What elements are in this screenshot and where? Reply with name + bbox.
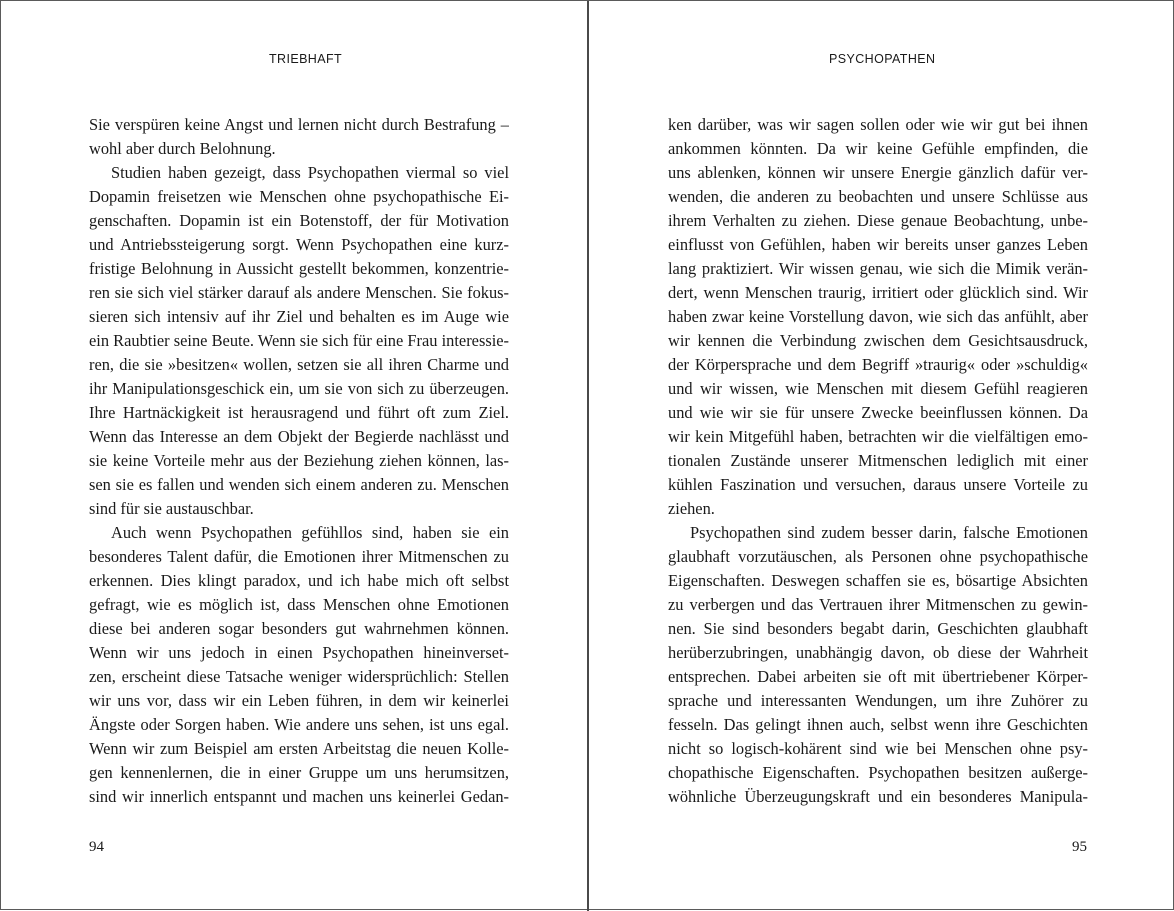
text-line: Wenn das Interesse an dem Objekt der Begierde nachlässt und bbox=[89, 427, 509, 446]
text-line: nen. Sie sind besonders begabt darin, Geschichten glaubhaft bbox=[668, 619, 1088, 638]
page-number-left: 94 bbox=[89, 839, 104, 855]
page-gutter bbox=[587, 1, 589, 911]
text-line: ankommen könnten. Da wir keine Gefühle empfinden, die bbox=[668, 139, 1088, 158]
text-line: Eigenschaften. Deswegen schaffen sie es, bösartige Absichten bbox=[668, 571, 1088, 590]
right-page-body bbox=[668, 113, 1088, 809]
text-line: fristige Belohnung in Aussicht gestellt bekommen, konzentrie- bbox=[89, 259, 509, 278]
text-line: und Antriebssteigerung sorgt. Wenn Psychopathen eine kurz- bbox=[89, 235, 509, 254]
text-line: haben zwar keine Vorstellung davon, wie sich das anfühlt, aber bbox=[668, 307, 1088, 326]
text-line: besonderes Talent dafür, die Emotionen ihrer Mitmenschen zu bbox=[89, 547, 509, 566]
text-line: wohl aber durch Belohnung. bbox=[89, 139, 276, 158]
running-head-left: TRIEBHAFT bbox=[269, 52, 343, 66]
text-line: wir uns vor, dass wir ein Leben führen, in dem wir keinerlei bbox=[89, 691, 509, 710]
text-line: ihrem Verhalten zu ziehen. Diese genaue Beobachtung, unbe- bbox=[668, 211, 1088, 230]
text-line: Wenn wir zum Beispiel am ersten Arbeitstag die neuen Kolle- bbox=[89, 739, 509, 758]
text-line: Wenn wir uns jedoch in einen Psychopathen hineinverset- bbox=[89, 643, 509, 662]
text-line: sen sie es fallen und wenden sich einem anderen zu. Menschen bbox=[89, 475, 509, 494]
text-line: wir kennen die Verbindung zwischen dem Gesichtsausdruck, bbox=[668, 331, 1088, 350]
text-line: sie keine Vorteile mehr aus der Beziehung ziehen können, las- bbox=[89, 451, 509, 470]
text-line: ziehen. bbox=[668, 499, 715, 518]
text-line: fesseln. Das gelingt ihnen auch, selbst wenn ihre Geschichten bbox=[668, 715, 1088, 734]
text-line: der Körpersprache und dem Begriff »traurig« oder »schuldig« bbox=[668, 355, 1088, 374]
text-line: und wie wir sie für unsere Zwecke beeinflussen können. Da bbox=[668, 403, 1088, 422]
text-line: sprache und interessanten Wendungen, um ihre Zuhörer zu bbox=[668, 691, 1088, 710]
text-line: Psychopathen sind zudem besser darin, falsche Emotionen bbox=[690, 523, 1088, 542]
running-head-right: PSYCHOPATHEN bbox=[829, 52, 936, 66]
text-line: sind für sie austauschbar. bbox=[89, 499, 254, 518]
page-number-right: 95 bbox=[1072, 839, 1087, 855]
text-line: Ihre Hartnäckigkeit ist herausragend und führt oft zum Ziel. bbox=[89, 403, 509, 422]
text-line: und wir wissen, wie Menschen mit diesem Gefühl reagieren bbox=[668, 379, 1088, 398]
text-line: gefragt, wie es möglich ist, dass Menschen ohne Emotionen bbox=[89, 595, 509, 614]
text-line: ihr Manipulationsgeschick ein, um sie von sich zu überzeugen. bbox=[89, 379, 509, 398]
text-line: entsprechen. Dabei arbeiten sie oft mit übertriebener Körper- bbox=[668, 667, 1088, 686]
text-line: Sie verspüren keine Angst und lernen nicht durch Bestrafung – bbox=[89, 115, 509, 134]
text-line: kühlen Faszination und versuchen, daraus unsere Vorteile zu bbox=[668, 475, 1088, 494]
text-line: ken darüber, was wir sagen sollen oder wie wir gut bei ihnen bbox=[668, 115, 1088, 134]
text-line: lang praktiziert. Wir wissen genau, wie sich die Mimik verän- bbox=[668, 259, 1088, 278]
text-line: glaubhaft vorzutäuschen, als Personen ohne psychopathische bbox=[668, 547, 1088, 566]
text-line: ren sie sich viel stärker darauf als andere Menschen. Sie fokus- bbox=[89, 283, 509, 302]
text-line: einflusst von Gefühlen, haben wir bereits unser ganzes Leben bbox=[668, 235, 1088, 254]
text-line: sieren sich intensiv auf ihr Ziel und behalten es im Auge wie bbox=[89, 307, 509, 326]
text-line: Dopamin freisetzen wie Menschen ohne psychopathische Ei- bbox=[89, 187, 509, 206]
text-line: wir kein Mitgefühl haben, betrachten wir die vielfältigen emo- bbox=[668, 427, 1088, 446]
text-line: gen kennenlernen, die in einer Gruppe um uns herumsitzen, bbox=[89, 763, 509, 782]
text-line: erkennen. Dies klingt paradox, und ich habe mich oft selbst bbox=[89, 571, 509, 590]
text-line: ein Raubtier seine Beute. Wenn sie sich für eine Frau interessie- bbox=[89, 331, 509, 350]
text-line: zen, erscheint diese Tatsache weniger widersprüchlich: Stellen bbox=[89, 667, 509, 686]
text-line: zu verbergen und das Vertrauen ihrer Mitmenschen zu gewin- bbox=[668, 595, 1088, 614]
text-line: wenden, die anderen zu beobachten und unsere Schlüsse aus bbox=[668, 187, 1088, 206]
text-line: diese bei anderen sogar besonders gut wahrnehmen können. bbox=[89, 619, 509, 638]
text-line: Ängste oder Sorgen haben. Wie andere uns sehen, ist uns egal. bbox=[89, 715, 509, 734]
left-page-body bbox=[89, 113, 509, 809]
text-line: wöhnliche Überzeugungskraft und ein besonderes Manipula- bbox=[668, 787, 1088, 806]
text-line: sind wir innerlich entspannt und machen uns keinerlei Gedan- bbox=[89, 787, 509, 806]
text-line: tionalen Zustände unserer Mitmenschen lediglich mit einer bbox=[668, 451, 1088, 470]
text-line: chopathische Eigenschaften. Psychopathen besitzen außerge- bbox=[668, 763, 1088, 782]
text-line: genschaften. Dopamin ist ein Botenstoff, der für Motivation bbox=[89, 211, 509, 230]
text-line: dert, wenn Menschen traurig, irritiert oder glücklich sind. Wir bbox=[668, 283, 1088, 302]
text-line: uns ablenken, können wir unsere Energie gänzlich dafür ver- bbox=[668, 163, 1088, 182]
text-line: ren, die sie »besitzen« wollen, setzen sie all ihren Charme und bbox=[89, 355, 509, 374]
text-line: nicht so logisch-kohärent sind wie bei Menschen ohne psy- bbox=[668, 739, 1088, 758]
text-line: Auch wenn Psychopathen gefühllos sind, haben sie ein bbox=[111, 523, 509, 542]
text-line: herüberzubringen, unabhängig davon, ob diese der Wahrheit bbox=[668, 643, 1088, 662]
text-line: Studien haben gezeigt, dass Psychopathen viermal so viel bbox=[111, 163, 509, 182]
